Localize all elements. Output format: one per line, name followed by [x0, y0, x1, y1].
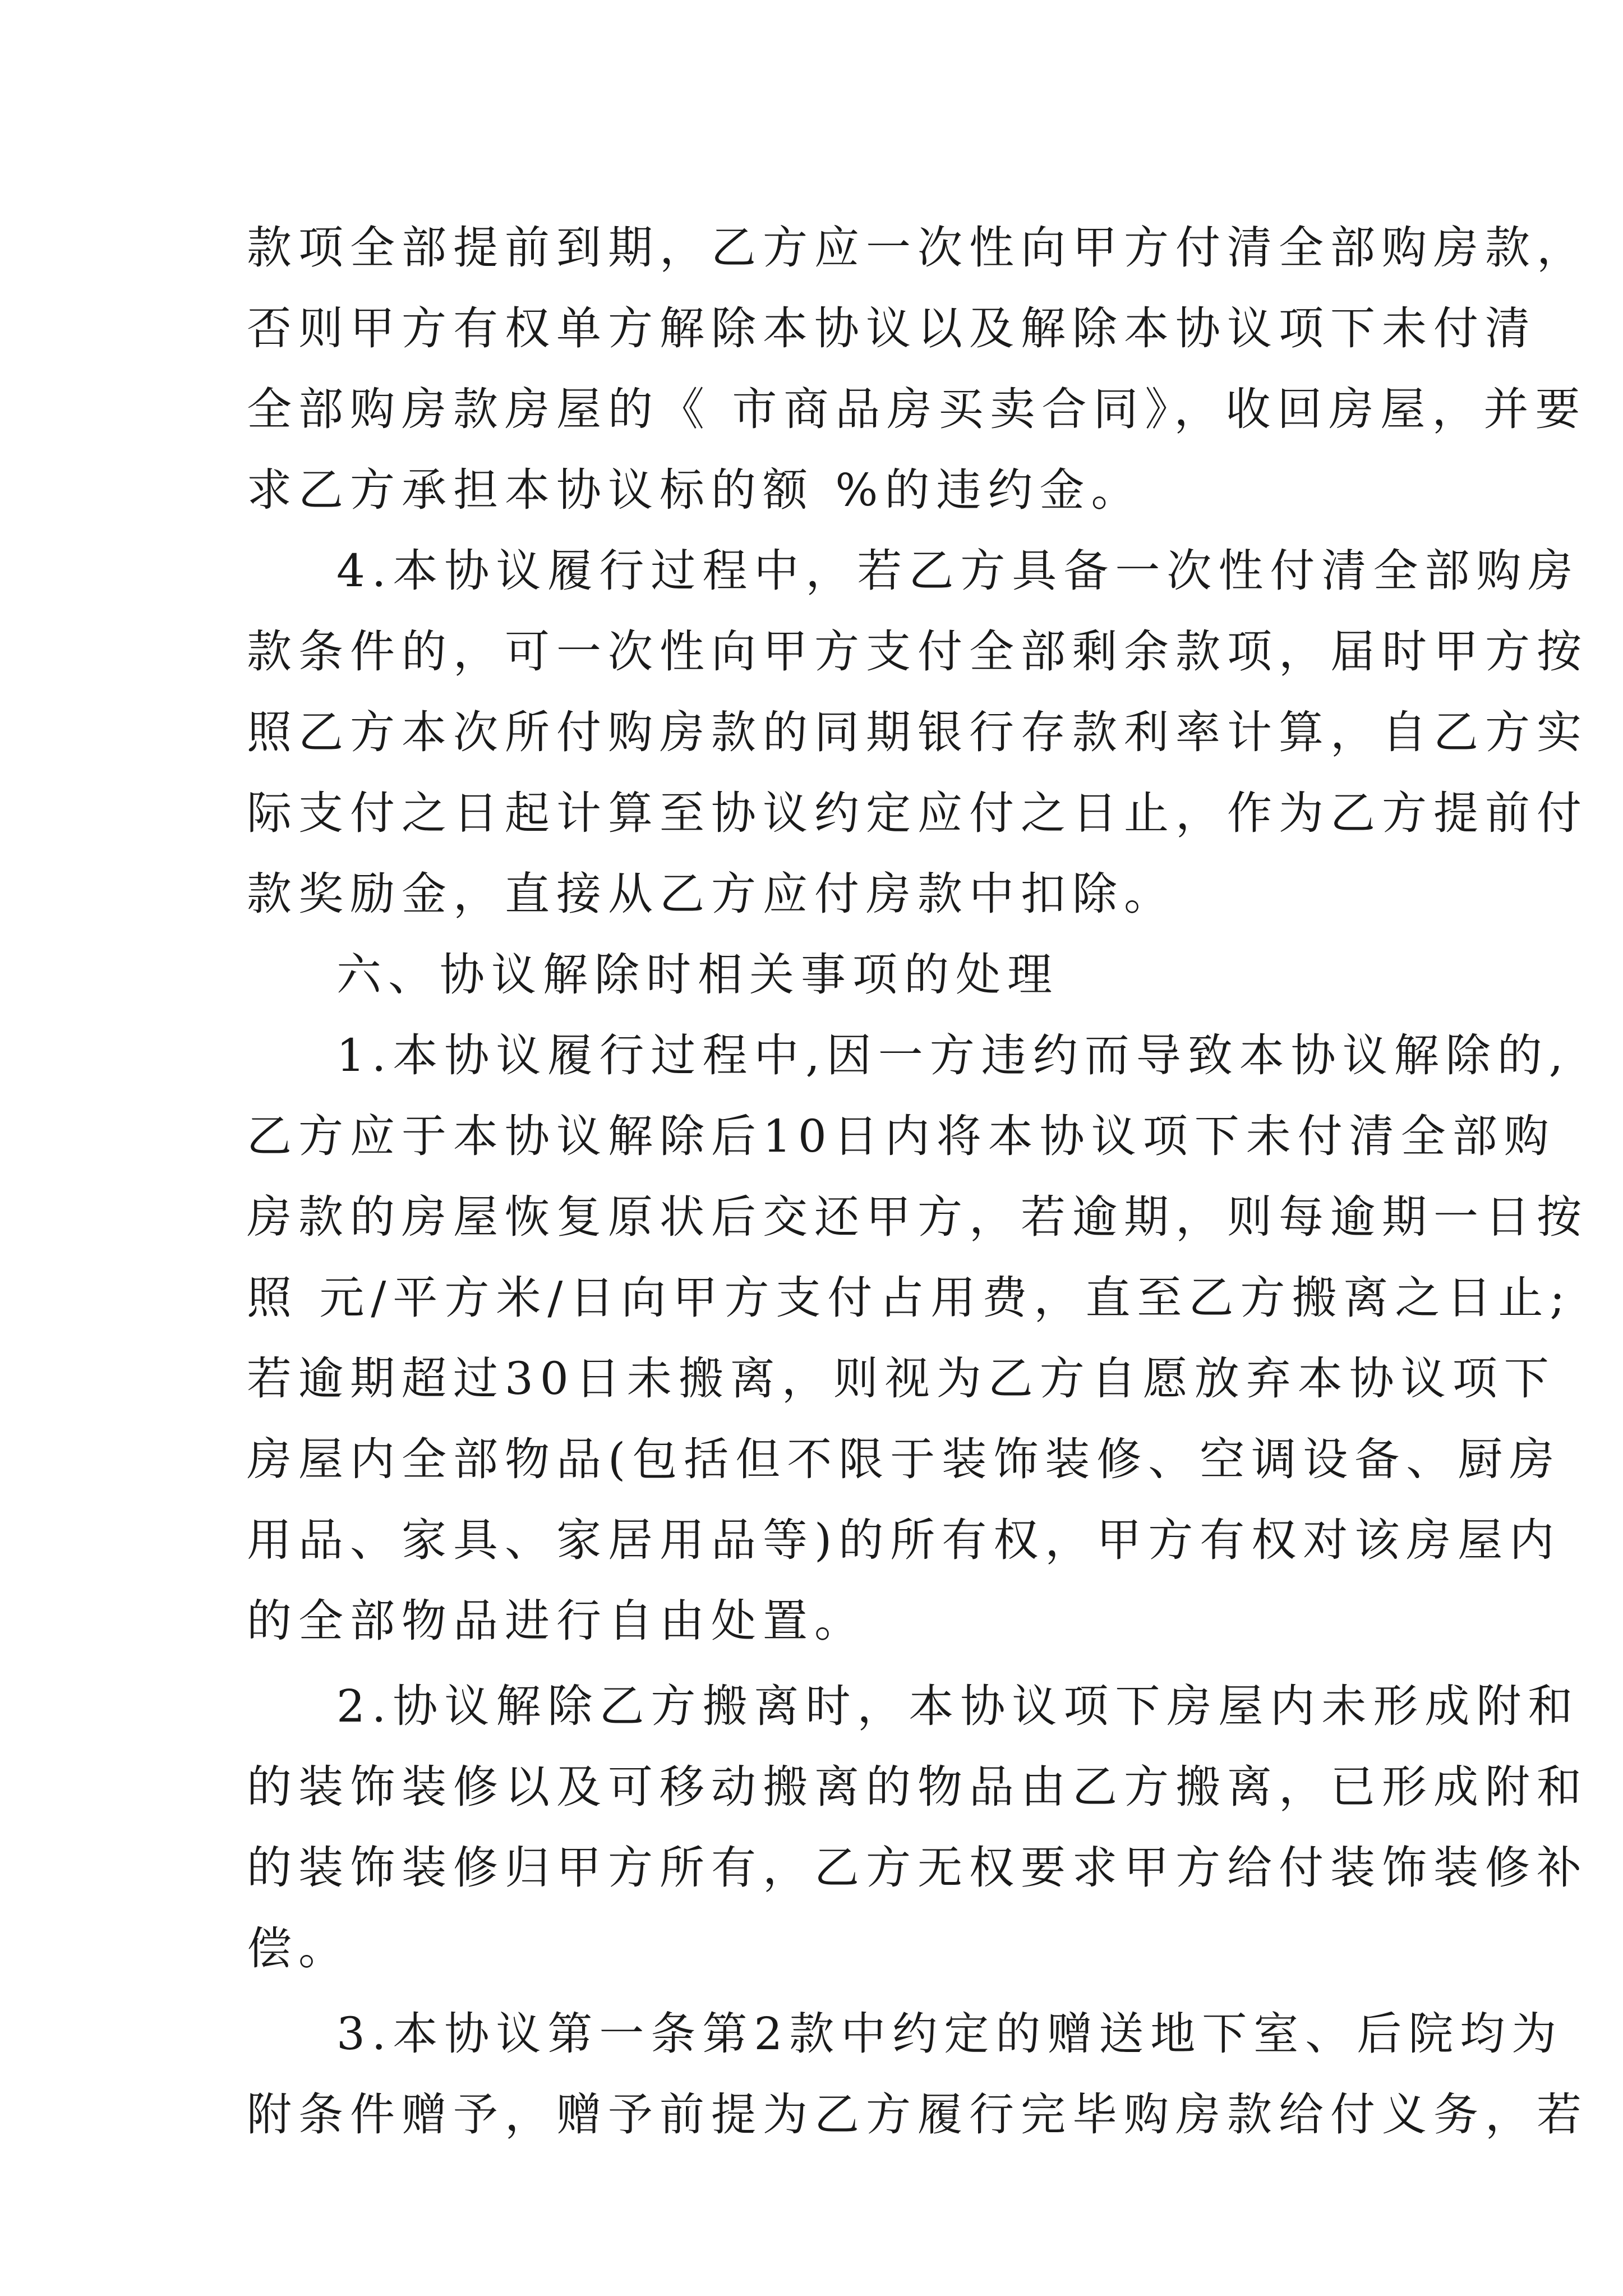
text-line: 乙方应于本协议解除后10日内将本协议项下未付清全部购 — [247, 1110, 1556, 1162]
text-line: 否则甲方有权单方解除本协议以及解除本协议项下未付清 — [247, 302, 1537, 355]
clause-4-first-line: 4.本协议履行过程中，若乙方具备一次性付清全部购房 — [336, 545, 1580, 597]
text-line: 照 元/平方米/日向甲方支付占用费，直至乙方搬离之日止; — [247, 1272, 1572, 1324]
clause-3-first-line: 3.本协议第一条第2款中约定的赠送地下室、后院均为 — [336, 2008, 1564, 2060]
text-line: 的全部物品进行自由处置。 — [247, 1595, 866, 1647]
text-line: 房屋内全部物品(包括但不限于装饰装修、空调设备、厨房 — [247, 1433, 1561, 1485]
text-line: 用品、家具、家居用品等)的所有权，甲方有权对该房屋内 — [247, 1514, 1561, 1566]
text-line: 照乙方本次所付购房款的同期银行存款利率计算，自乙方实 — [247, 706, 1588, 758]
text-line: 偿。 — [247, 1922, 350, 1975]
clause-2-first-line: 2.协议解除乙方搬离时，本协议项下房屋内未形成附和 — [336, 1680, 1580, 1732]
text-line: 全部购房款房屋的《 市商品房买卖合同》，收回房屋，并要 — [247, 383, 1587, 435]
section-heading-six: 六、协议解除时相关事项的处理 — [336, 949, 1059, 1001]
text-line: 附条件赠予，赠予前提为乙方履行完毕购房款给付义务，若 — [247, 2088, 1588, 2141]
clause-1-first-line: 1.本协议履行过程中,因一方违约而导致本协议解除的, — [336, 1029, 1570, 1082]
text-line: 房款的房屋恢复原状后交还甲方，若逾期，则每逾期一日按 — [247, 1191, 1588, 1243]
text-line: 若逾期超过30日未搬离，则视为乙方自愿放弃本协议项下 — [247, 1352, 1556, 1405]
text-line: 的装饰装修以及可移动搬离的物品由乙方搬离，已形成附和 — [247, 1761, 1588, 1813]
text-line: 款条件的，可一次性向甲方支付全部剩余款项，届时甲方按 — [247, 625, 1588, 678]
text-line: 款奖励金，直接从乙方应付房款中扣除。 — [247, 868, 1175, 920]
document-body — [247, 208, 1588, 2155]
text-line: 际支付之日起计算至协议约定应付之日止，作为乙方提前付 — [247, 787, 1588, 839]
text-line: 的装饰装修归甲方所有，乙方无权要求甲方给付装饰装修补 — [247, 1842, 1588, 1894]
text-line: 款项全部提前到期，乙方应一次性向甲方付清全部购房款， — [247, 222, 1588, 274]
text-line: 求乙方承担本协议标的额 %的违约金。 — [247, 464, 1143, 516]
